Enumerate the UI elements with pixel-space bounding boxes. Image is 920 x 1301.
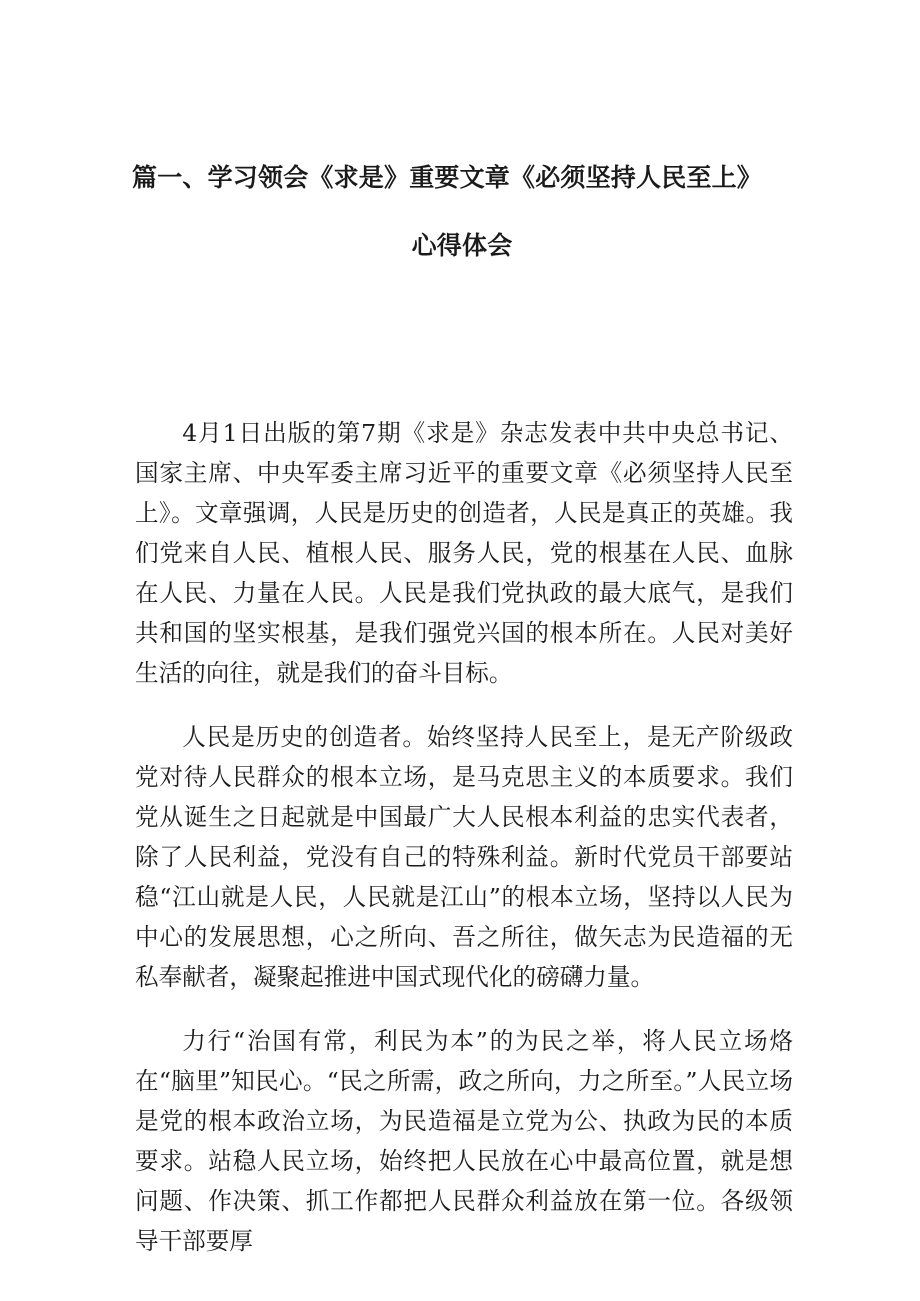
paragraph-2: 人民是历史的创造者。始终坚持人民至上，是无产阶级政党对待人民群众的根本立场，是马克思主义的本质要求。我们党从诞生之日起就是中国最广大人民根本利益的忠实代表者，除了人民利益，党没有自己的特殊利益。新时代党员干部要站稳“江山就是人民，人民就是江山”的根本立场，坚持以人民为中心的发展思想，心之所向、吾之所往，做矢志为民造福的无私奉献者，凝聚起推进中国式现代化的磅礴力量。 — [135, 723, 793, 991]
paragraph-1: 4月1日出版的第7期《求是》杂志发表中共中央总书记、国家主席、中央军委主席习近平的重要文章《必须坚持人民至上》。文章强调，人民是历史的创造者，人民是真正的英雄。我们党来自人民、植根人民、服务人民，党的根基在人民、血脉在人民、力量在人民。人民是我们党执政的最大底气，是我们共和国的坚实根基，是我们强党兴国的根本所在。人民对美好生活的向往，就是我们的奋斗目标。 — [135, 419, 793, 687]
document-body — [135, 413, 793, 1285]
document-title-line1: 篇一、学习领会《求是》重要文章《必须坚持人民至上》 — [132, 163, 763, 192]
document-title-line2: 心得体会 — [411, 231, 513, 260]
paragraph-3: 力行“治国有常，利民为本”的为民之举，将人民立场烙在“脑里”知民心。“民之所需，政之所向，力之所至。”人民立场是党的根本政治立场，为民造福是立党为公、执政为民的本质要求。站稳人民立场，始终把人民放在心中最高位置，就是想问题、作决策、抓工作都把人民群众利益放在第一位。各级领导干部要厚 — [135, 1027, 793, 1255]
